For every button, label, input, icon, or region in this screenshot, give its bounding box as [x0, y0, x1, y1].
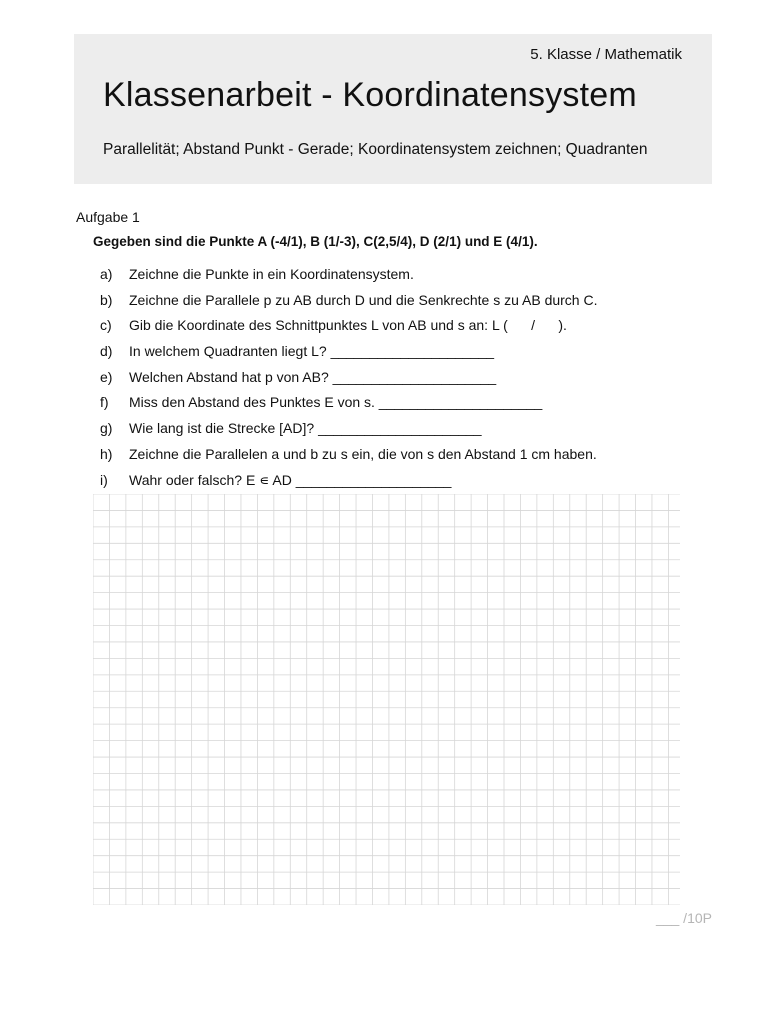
task-item-text: Zeichne die Punkte in ein Koordinatensystem.	[129, 266, 414, 282]
task-item-letter: a)	[100, 266, 113, 282]
task-item-letter: f)	[100, 394, 109, 411]
task-item	[100, 342, 700, 368]
task-item-letter: e)	[100, 368, 113, 385]
task-item	[100, 368, 700, 394]
task-label: Aufgabe 1	[76, 209, 140, 225]
task-item-text: Zeichne die Parallele p zu AB durch D und die Senkrechte s zu AB durch C.	[129, 291, 598, 308]
task-item-letter: h)	[100, 445, 113, 462]
task-item	[100, 265, 700, 291]
worksheet-topics: Parallelität; Abstand Punkt - Gerade; Koordinatensystem zeichnen; Quadranten	[103, 141, 648, 158]
task-item	[100, 471, 700, 497]
worksheet-header	[74, 34, 712, 184]
task-item-text: In welchem Quadranten liegt L? _____________________	[129, 343, 495, 360]
task-item-list	[100, 265, 700, 496]
task-intro: Gegeben sind die Punkte A (-4/1), B (1/-3), C(2,5/4), D (2/1) und E (4/1).	[93, 234, 538, 249]
task-item-text: Miss den Abstand des Punktes E von s. _____________________	[129, 394, 543, 411]
task-item-text: Zeichne die Parallelen a und b zu s ein, die von s den Abstand 1 cm haben.	[129, 445, 597, 462]
grade-subject-label: 5. Klasse / Mathematik	[530, 46, 682, 63]
task-item-text: Welchen Abstand hat p von AB? _____________________	[129, 368, 497, 385]
grid-lines	[93, 494, 680, 905]
task-item	[100, 291, 700, 317]
task-item-letter: d)	[100, 343, 113, 360]
task-item	[100, 316, 700, 342]
task-item-text: Wie lang ist die Strecke [AD]? _____________________	[129, 420, 482, 437]
points-label: ___ /10P	[655, 910, 712, 926]
task-item-letter: i)	[100, 471, 108, 488]
task-item	[100, 419, 700, 445]
squared-paper-grid[interactable]	[93, 494, 680, 905]
task-item	[100, 445, 700, 471]
task-item-text: Wahr oder falsch? E ∊ AD ____________________	[129, 471, 452, 488]
task-item-letter: g)	[100, 420, 113, 437]
task-item	[100, 393, 700, 419]
worksheet-title: Klassenarbeit - Koordinatensystem	[103, 76, 637, 114]
task-item-text: Gib die Koordinate des Schnittpunktes L von AB und s an: L ( / ).	[129, 317, 567, 334]
task-item-letter: c)	[100, 317, 112, 334]
task-item-letter: b)	[100, 291, 113, 308]
